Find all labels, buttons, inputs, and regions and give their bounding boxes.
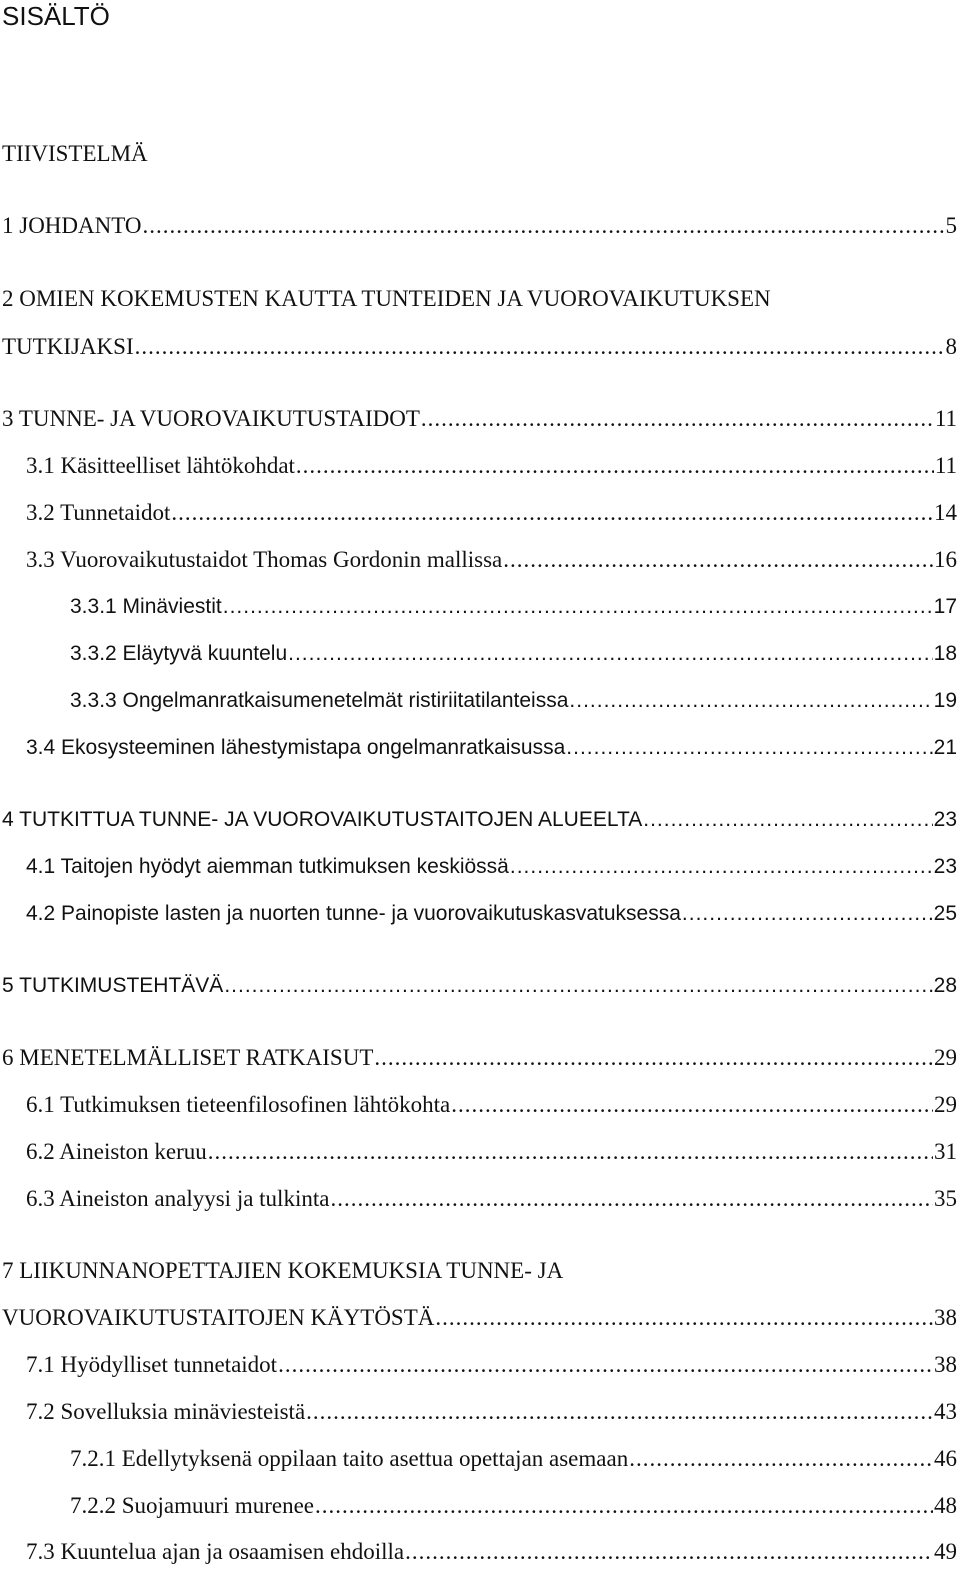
toc-entry-page: 23 xyxy=(933,855,957,878)
toc-entry-text: 3.3.3 Ongelmanratkaisumenetelmät ristiriitatilanteissa xyxy=(70,689,569,712)
toc-entry-page: 11 xyxy=(934,406,957,431)
toc-entry-page: 28 xyxy=(933,974,957,997)
toc-entry-page: 16 xyxy=(934,547,957,572)
toc-leader-dots xyxy=(223,592,933,622)
toc-entry xyxy=(70,639,957,669)
toc-leader-dots xyxy=(374,1043,933,1073)
toc-entry-text: 3 TUNNE- JA VUOROVAIKUTUSTAIDOT xyxy=(2,406,420,431)
toc-entry xyxy=(70,686,957,716)
toc-entry xyxy=(26,1137,957,1167)
toc-entry-text: 6 MENETELMÄLLISET RATKAISUT xyxy=(2,1045,374,1070)
toc-entry-page: 25 xyxy=(933,902,957,925)
toc-entry xyxy=(26,1350,957,1380)
toc-entry-page: 11 xyxy=(934,453,957,478)
toc-leader-dots xyxy=(288,639,933,669)
toc-entry-text: 3.2 Tunnetaidot xyxy=(26,500,171,525)
toc-entry xyxy=(26,852,957,882)
toc-entry-text: 4 TUTKITTUA TUNNE- JA VUOROVAIKUTUSTAITOJEN ALUEELTA xyxy=(2,808,643,831)
toc-leader-dots xyxy=(451,1090,933,1120)
toc-entry xyxy=(70,1491,957,1521)
toc-leader-dots xyxy=(224,971,932,1001)
toc-entry xyxy=(2,332,957,362)
toc-leader-dots xyxy=(643,805,932,835)
toc-entry-page: 14 xyxy=(934,500,957,525)
toc-leader-dots xyxy=(503,545,933,575)
toc-entry-text: 6.2 Aineiston keruu xyxy=(26,1139,207,1164)
toc-entry-page: 19 xyxy=(933,689,957,712)
toc-entry-page: 35 xyxy=(934,1186,957,1211)
toc-entry-page: 18 xyxy=(933,642,957,665)
toc-entry-page: 31 xyxy=(934,1139,957,1164)
toc-entry-text: 7.1 Hyödylliset tunnetaidot xyxy=(26,1352,278,1377)
toc-entry-text: 6.3 Aineiston analyysi ja tulkinta xyxy=(26,1186,330,1211)
toc-entry xyxy=(26,733,957,763)
toc-entry-text: 5 TUTKIMUSTEHTÄVÄ xyxy=(2,974,224,997)
toc-entry-text: VUOROVAIKUTUSTAITOJEN KÄYTÖSTÄ xyxy=(2,1305,435,1330)
toc-entry xyxy=(2,139,957,169)
toc-entry xyxy=(2,404,957,434)
toc-entry xyxy=(26,451,957,481)
toc-leader-dots xyxy=(315,1491,933,1521)
toc-entry-text: 4.2 Painopiste lasten ja nuorten tunne- ja vuorovaikutuskasvatuksessa xyxy=(26,902,681,925)
toc-entry-text: 7.2.1 Edellytyksenä oppilaan taito asettua opettajan asemaan xyxy=(70,1446,629,1471)
toc-entry-page: 17 xyxy=(933,595,957,618)
toc-entry-page: 49 xyxy=(934,1539,957,1564)
toc-leader-dots xyxy=(682,899,933,929)
toc-entry xyxy=(2,1256,957,1286)
toc-entry xyxy=(2,971,957,1001)
toc-leader-dots xyxy=(330,1184,933,1214)
toc-leader-dots xyxy=(569,686,932,716)
toc-entry-text: 2 OMIEN KOKEMUSTEN KAUTTA TUNTEIDEN JA VUOROVAIKUTUKSEN xyxy=(2,286,771,311)
toc-entry-text: 7 LIIKUNNANOPETTAJIEN KOKEMUKSIA TUNNE- JA xyxy=(2,1258,564,1283)
toc-entry-text: 3.3.1 Minäviestit xyxy=(70,595,222,618)
toc-leader-dots xyxy=(405,1537,933,1567)
toc-entry-page: 21 xyxy=(933,736,957,759)
toc-entry xyxy=(70,592,957,622)
toc-entry xyxy=(26,1090,957,1120)
toc-entry xyxy=(2,284,957,314)
toc-entry xyxy=(26,545,957,575)
toc-entry-page: 43 xyxy=(934,1399,957,1424)
toc-entry xyxy=(26,1537,957,1567)
toc-leader-dots xyxy=(278,1350,933,1380)
toc-entry xyxy=(26,1184,957,1214)
toc-entry-page: 38 xyxy=(934,1305,957,1330)
toc-entry-text: 3.1 Käsitteelliset lähtökohdat xyxy=(26,453,295,478)
toc-entry-text: TIIVISTELMÄ xyxy=(2,141,148,166)
toc-entry-text: TUTKIJAKSI xyxy=(2,334,134,359)
toc-entry-page: 5 xyxy=(945,213,957,238)
toc-leader-dots xyxy=(143,211,945,241)
toc-entry-text: 4.1 Taitojen hyödyt aiemman tutkimuksen keskiössä xyxy=(26,855,509,878)
toc-entry-text: 3.3.2 Eläytyvä kuuntelu xyxy=(70,642,288,665)
toc-entry-text: 3.4 Ekosysteeminen lähestymistapa ongelmanratkaisussa xyxy=(26,736,566,759)
toc-entry xyxy=(2,1303,957,1333)
toc-entry-page: 46 xyxy=(934,1446,957,1471)
toc-leader-dots xyxy=(435,1303,933,1333)
toc-entry xyxy=(2,211,957,241)
toc-entry xyxy=(70,1444,957,1474)
toc-entry xyxy=(26,498,957,528)
toc-entry xyxy=(2,805,957,835)
toc-entry-page: 23 xyxy=(933,808,957,831)
toc-leader-dots xyxy=(306,1397,933,1427)
toc-entry-page: 29 xyxy=(934,1092,957,1117)
toc-leader-dots xyxy=(510,852,933,882)
toc-leader-dots xyxy=(171,498,933,528)
toc-leader-dots xyxy=(208,1137,933,1167)
toc-leader-dots xyxy=(135,332,945,362)
toc-entry-text: 7.2.2 Suojamuuri murenee xyxy=(70,1493,315,1518)
toc-entry-text: 6.1 Tutkimuksen tieteenfilosofinen lähtökohta xyxy=(26,1092,451,1117)
toc-entry xyxy=(26,1397,957,1427)
toc-entry-page: 29 xyxy=(934,1045,957,1070)
toc-leader-dots xyxy=(629,1444,933,1474)
toc-entry-page: 38 xyxy=(934,1352,957,1377)
toc-leader-dots xyxy=(566,733,932,763)
toc-leader-dots xyxy=(296,451,934,481)
toc-entry-text: 1 JOHDANTO xyxy=(2,213,142,238)
toc-entry xyxy=(2,1043,957,1073)
toc-entry-page: 8 xyxy=(945,334,957,359)
toc-entry-text: 7.2 Sovelluksia minäviesteistä xyxy=(26,1399,306,1424)
toc-entry-text: 3.3 Vuorovaikutustaidot Thomas Gordonin mallissa xyxy=(26,547,503,572)
toc-entry-page: 48 xyxy=(934,1493,957,1518)
toc-entry-text: 7.3 Kuuntelua ajan ja osaamisen ehdoilla xyxy=(26,1539,405,1564)
page-title: SISÄLTÖ xyxy=(2,1,110,31)
toc-entry xyxy=(26,899,957,929)
toc-leader-dots xyxy=(421,404,934,434)
